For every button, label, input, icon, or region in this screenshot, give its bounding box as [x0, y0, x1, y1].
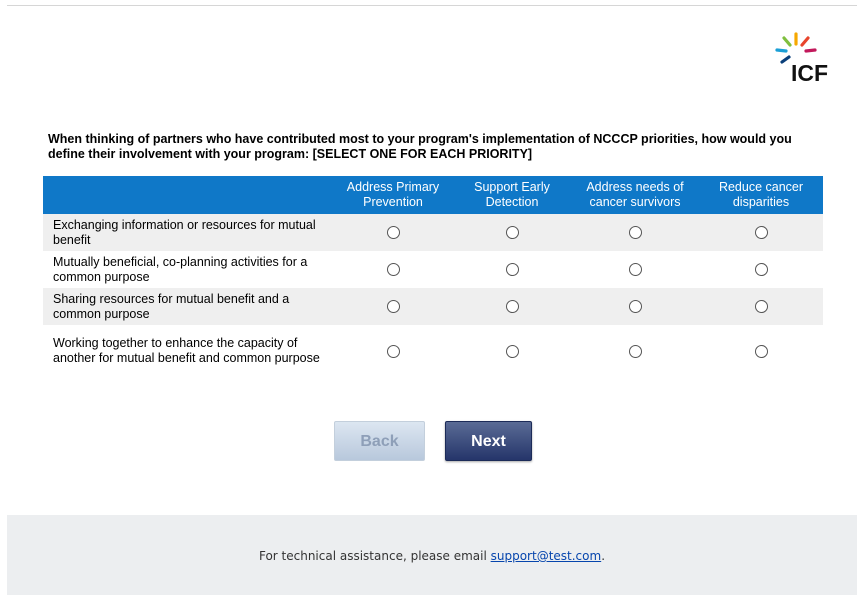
matrix-row-working-together	[43, 325, 823, 377]
next-button[interactable]: Next	[445, 421, 532, 461]
radio-button[interactable]	[506, 263, 519, 276]
matrix-row-co-planning	[43, 251, 823, 288]
matrix-row-exchanging	[43, 214, 823, 251]
radio-button[interactable]	[629, 300, 642, 313]
radio-button[interactable]	[755, 345, 768, 358]
back-button[interactable]: Back	[334, 421, 425, 461]
radio-button[interactable]	[629, 226, 642, 239]
matrix-header-row	[43, 176, 823, 214]
footer-prefix: For technical assistance, please email	[258, 549, 491, 563]
radio-button[interactable]	[755, 263, 768, 276]
icf-logo	[772, 28, 842, 88]
radio-button[interactable]	[629, 263, 642, 276]
radio-button[interactable]	[506, 345, 519, 358]
radio-button[interactable]	[629, 345, 642, 358]
row-label: Mutually beneficial, co-planning activities for a common purpose	[43, 251, 333, 288]
radio-button[interactable]	[387, 300, 400, 313]
radio-button[interactable]	[387, 226, 400, 239]
radio-button[interactable]	[506, 226, 519, 239]
row-label: Sharing resources for mutual benefit and a common purpose	[43, 288, 333, 325]
footer-text	[7, 549, 857, 563]
col-early-detection: Support Early Detection	[453, 176, 571, 214]
col-cancer-survivors: Address needs of cancer survivors	[571, 176, 699, 214]
footer-suffix: .	[601, 549, 606, 563]
priority-matrix	[43, 176, 823, 377]
support-email-link[interactable]: support@test.com	[490, 549, 602, 563]
footer	[7, 515, 857, 595]
row-label: Working together to enhance the capacity of another for mutual benefit and common purpose	[43, 325, 333, 377]
question-text: When thinking of partners who have contributed most to your program's implementation of NCCCP priorities, how would you define their involvement with your program: [SELECT ONE FOR EACH PRIORITY]	[48, 132, 792, 161]
radio-button[interactable]	[506, 300, 519, 313]
matrix-corner	[43, 176, 333, 214]
matrix-row-sharing	[43, 288, 823, 325]
col-cancer-disparities: Reduce cancer disparities	[699, 176, 823, 214]
radio-button[interactable]	[755, 300, 768, 313]
col-primary-prevention: Address Primary Prevention	[333, 176, 453, 214]
radio-button[interactable]	[387, 263, 400, 276]
logo-text: ICF	[791, 60, 829, 86]
radio-button[interactable]	[387, 345, 400, 358]
row-label: Exchanging information or resources for mutual benefit	[43, 214, 333, 251]
radio-button[interactable]	[755, 226, 768, 239]
